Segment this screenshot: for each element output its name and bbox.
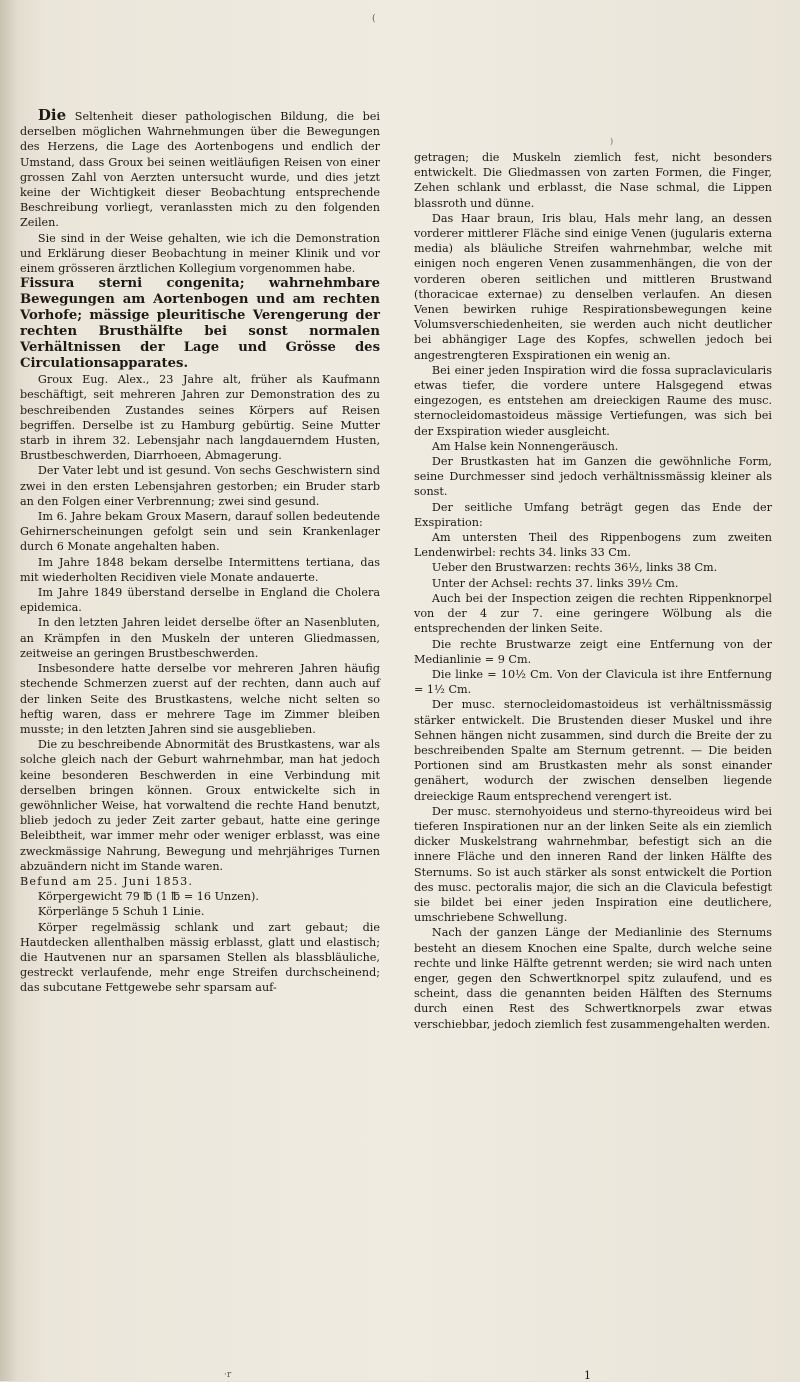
drop-word: Die — [37, 106, 67, 124]
paragraph: Ueber den Brustwarzen: rechts 36½, links 38 Cm. — [431, 561, 718, 575]
intro-text: Seltenheit dieser pathologischen Bildung, die bei derselben möglichen Wahrnehmungen über die Bewegungen des Herzens, die Lage des Aortenbogens und endlich der Umstand, dass Groux bei seinen weitläufigen Reisen von einer grossen Zahl von Aerzten untersucht wurde, und dies jetzt keine der Wichtigkeit dieser Beobachtung entsprechende Beschreibung vorliegt, veranlassten mich zu den folgenden Zeilen. — [20, 110, 380, 230]
paragraph: Im 6. Jahre bekam Groux Masern, darauf sollen bedeutende Gehirnerscheinungen gefolgt sein und sein Krankenlager durch 6 Monate angehalten haben. — [20, 510, 380, 554]
paragraph: Groux Eug. Alex., 23 Jahre alt, früher als Kaufmann beschäftigt, seit mehreren Jahren zur Demonstration des zu beschreibenden Zustandes seines Körpers auf Reisen begriffen. Derselbe ist zu Hamburg gebürtig. Seine Mutter starb in ihrem 32. Lebensjahr nach langdauerndem Husten, Brustbeschwerden, Diarrhoeen, Abmagerung. — [20, 373, 380, 463]
page-gutter — [0, 0, 18, 1381]
right-column — [414, 150, 772, 1032]
paragraph: Unter der Achsel: rechts 37. links 39½ Cm. — [431, 576, 679, 590]
page-mark-mid: ) — [610, 137, 614, 146]
paragraph: Auch bei der Inspection zeigen die rechten Rippenknorpel von der 4 zur 7. eine geringere Wölbung als die entsprechenden der linken Seite. — [414, 591, 772, 636]
section-heading: Fissura sterni congenita; wahrnehmbare Bewegungen am Aortenbogen und am rechten Vorhofe; mässige pleuritische Verengerung der rechten Brusthälfte bei sonst normalen Verhältnissen der Lage und Grösse des Circulationsapparates. — [20, 276, 380, 372]
paragraph: Das Haar braun, Iris blau, Hals mehr lang, an dessen vorderer mittlerer Fläche sind einige Venen (jugularis externa media) als bläuliche Streifen wahrnehmbar, welche mit einigen noch engeren Venen zusammenhängen, die von der vorderen oberen seitlichen und mittleren Brustwand (thoracicae externae) zu denselben verlaufen. An diesen Venen bewirken ruhige Respirationsbewegungen keine Volumsverschiedenheiten, sie werden auch nicht deutlicher bei abhängiger Lage des Kopfes, schwellen jedoch bei angestrengteren Exspirationen ein wenig an. — [414, 211, 772, 362]
page-number: 1 — [584, 1369, 591, 1382]
paragraph: Der Vater lebt und ist gesund. Von sechs Geschwistern sind zwei in den ersten Lebensjahren gestorben; ein Bruder starb an den Folgen einer Verbrennung; zwei sind gesund. — [20, 464, 380, 508]
paragraph: Der Brustkasten hat im Ganzen die gewöhnliche Form, seine Durchmesser sind jedoch verhältnissmässig kleiner als sonst. — [414, 455, 772, 499]
paragraph: Die linke = 10½ Cm. Von der Clavicula ist ihre Entfernung = 1½ Cm. — [414, 667, 772, 697]
page-mark-top: ( — [372, 14, 376, 24]
paragraph: Der musc. sternocleidomastoideus ist verhältnissmässig stärker entwickelt. Die Brustenden dieser Muskel und ihre Sehnen hängen nicht zusammen, sind durch die Breite der zu beschreibenden Spalte am Sternum getrennt. — Die beiden Portionen sind am Brustkasten mehr als sonst einander genähert, wodurch der zwischen denselben liegende dreieckige Raum entsprechend verengert ist. — [414, 698, 772, 803]
page-mark-bottom: ·r — [224, 1370, 232, 1380]
paragraph: getragen; die Muskeln ziemlich fest, nicht besonders entwickelt. Die Gliedmassen von zarten Formen, die Finger, Zehen schlank und erblasst, die Nase schmal, die Lippen blassroth und dünne. — [414, 151, 772, 210]
paragraph: Nach der ganzen Länge der Medianlinie des Sternums besteht an diesem Knochen eine Spalte, durch welche seine rechte und linke Hälfte getrennt werden; sie wird nach unten enger, gegen den Schwertknorpel spitz zulaufend, und es scheint, dass die genannten beiden Hälften des Sternums durch einen Rest des Schwertknorpels zwar etwas verschiebbar, jedoch ziemlich fest zusammengehalten werden. — [414, 926, 772, 1031]
paragraph: Im Jahre 1848 bekam derselbe Intermittens tertiana, das mit wiederholten Recidiven viele Monate andauerte. — [20, 555, 380, 584]
paragraph: Am Halse kein Nonnengeräusch. — [431, 439, 619, 453]
paragraph: In den letzten Jahren leidet derselbe öfter an Nasenbluten, an Krämpfen in den Muskeln der unteren Gliedmassen, zeitweise an geringen Brustbeschwerden. — [20, 616, 380, 660]
paragraph: Bei einer jeden Inspiration wird die fossa supraclavicularis etwas tiefer, die vordere untere Halsgegend etwas eingezogen, es entstehen am dreieckigen Raume des musc. sternocleidomastoideus mässige Vertiefungen, was sich bei der Exspiration wieder ausgleicht. — [414, 363, 772, 438]
paragraph: Die rechte Brustwarze zeigt eine Entfernung von der Medianlinie = 9 Cm. — [414, 637, 772, 666]
paragraph: Die zu beschreibende Abnormität des Brustkastens, war als solche gleich nach der Geburt wahrnehmbar, man hat jedoch keine besonderen Beschwerden in eine Verbindung mit derselben bringen können. Groux entwickelte sich in gewöhnlicher Weise, hat vorwaltend die rechte Hand benutzt, blieb jedoch zu jeder Zeit zarter gebaut, hatte eine geringe Beleibtheit, war immer mehr oder weniger erblasst, was eine zweckmässige Nahrung, Bewegung und mehrjähriges Turnen abzuändern nicht im Stande waren. — [20, 738, 380, 873]
paragraph: Insbesondere hatte derselbe vor mehreren Jahren häufig stechende Schmerzen zuerst auf der rechten, dann auch auf der linken Seite des Brustkastens, welche nicht selten so heftig waren, dass er mehrere Tage im Zimmer bleiben musste; in den letzten Jahren sind sie ausgeblieben. — [20, 662, 380, 736]
paragraph: Der musc. sternohyoideus und sterno-thyreoideus wird bei tieferen Inspirationen nur an der linken Seite als ein ziemlich dicker Muskelstrang wahrnehmbar, befestigt sich an die innere Fläche und den inneren Rand der linken Hälfte des Sternums. So ist auch stärker als sonst entwickelt die Portion des musc. pectoralis major, die sich an die Clavicula befestigt sie bildet bei einer jeden Inspiration eine deutlichere, umschriebene Schwellung. — [414, 804, 772, 925]
paragraph: Der seitliche Umfang beträgt gegen das Ende der Exspiration: — [414, 500, 772, 529]
befund-subheading: Befund am 25. Juni 1853. — [20, 874, 194, 888]
paragraph: Körpergewicht 79 ℔ (1 ℔ = 16 Unzen). — [37, 890, 259, 904]
intro-paragraph — [20, 108, 380, 231]
paragraph: Körperlänge 5 Schuh 1 Linie. — [37, 905, 205, 919]
paragraph: Sie sind in der Weise gehalten, wie ich die Demonstration und Erklärung dieser Beobachtung in meiner Klinik und vor einem grösseren ärztlichen Kollegium vorgenommen habe. — [20, 231, 380, 276]
paragraph: Im Jahre 1849 überstand derselbe in England die Cholera epidemica. — [20, 586, 380, 615]
paragraph: Am untersten Theil des Rippenbogens zum zweiten Lendenwirbel: rechts 34. links 33 Cm. — [414, 531, 772, 560]
left-column — [20, 108, 380, 996]
paragraph: Körper regelmässig schlank und zart gebaut; die Hautdecken allenthalben mässig erblasst, glatt und elastisch; die Hautvenen nur an sparsamen Stellen als blassbläuliche, gestreckt verlaufende, mehr enge Streifen durchscheinend; das subcutane Fettgewebe sehr sparsam auf- — [20, 920, 380, 995]
